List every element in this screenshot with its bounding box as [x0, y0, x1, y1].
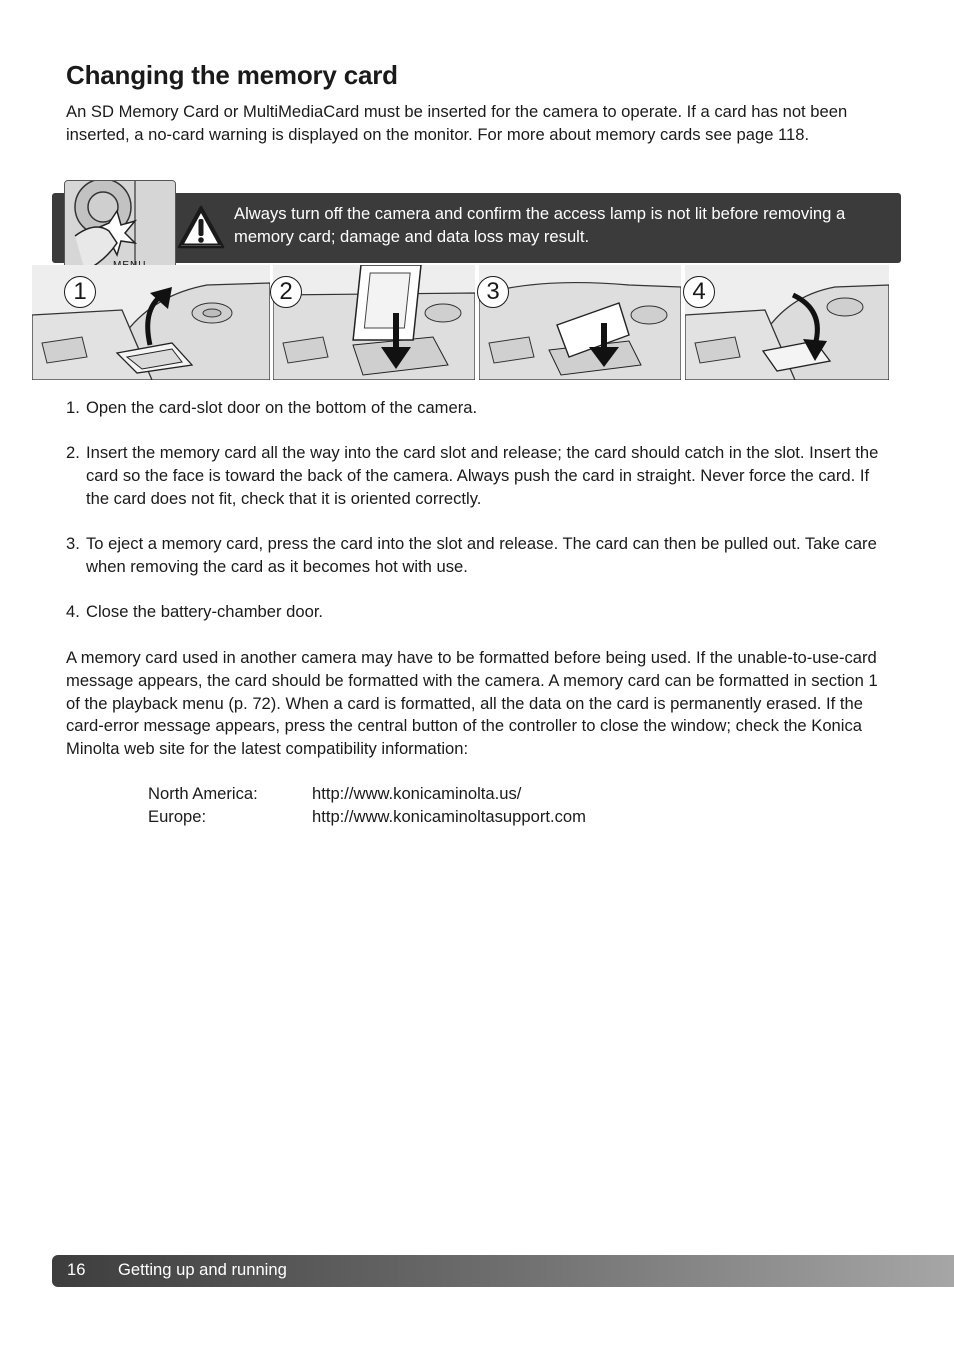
step-illustration-2: [273, 265, 475, 380]
step-item-number: 3.: [66, 534, 80, 553]
step-item-text: Close the battery-chamber door.: [86, 602, 324, 621]
step-number-1: 1: [64, 276, 96, 308]
link-region-label: North America:: [148, 784, 258, 803]
section-name: Getting up and running: [118, 1260, 287, 1279]
warning-text: Always turn off the camera and confirm the access lamp is not lit before removing a memory card; damage and data loss may result.: [234, 204, 846, 246]
page-number: 16: [67, 1260, 86, 1279]
step-item-text: To eject a memory card, press the card into the slot and release. The card can then be pulled out. Take care when removing the card as it becomes hot with use.: [86, 534, 877, 576]
step-item-text: Open the card-slot door on the bottom of the camera.: [86, 398, 478, 417]
link-url[interactable]: http://www.konicaminoltasupport.com: [312, 807, 586, 826]
step-item-1: [66, 397, 886, 420]
step-number-4: 4: [683, 276, 715, 308]
page-title: Changing the memory card: [66, 60, 398, 90]
step-item-number: 1.: [66, 398, 80, 417]
step-illustration-4: [685, 265, 889, 380]
step-item-number: 2.: [66, 443, 80, 462]
intro-paragraph: An SD Memory Card or MultiMediaCard must be inserted for the camera to operate. If a card has not been inserted, a no-card warning is displayed on the monitor. For more about memory cards see page 118.: [66, 102, 848, 144]
step-item-number: 4.: [66, 602, 80, 621]
link-region-label: Europe:: [148, 807, 207, 826]
step-item-2: [66, 442, 886, 510]
step-number-2: 2: [270, 276, 302, 308]
warning-triangle-icon: [177, 205, 225, 249]
step-number-3: 3: [477, 276, 509, 308]
page-footer: [52, 1255, 954, 1287]
step-item-text: Insert the memory card all the way into the card slot and release; the card should catch in the slot. Insert the card so the face is toward the back of the camera. Always push the card in straight. Never force the card. If the card does not fit, check that it is oriented correctly.: [86, 443, 879, 508]
format-note-paragraph: A memory card used in another camera may have to be formatted before being used. If the unable-to-use-card message appears, the card should be formatted with the camera. A memory card can be formatted in section 1 of the playback menu (p. 72). When a card is formatted, all the data on the card is permanently erased. If the card-error message appears, press the central button of the controller to close the window; check the Konica Minolta web site for the latest compatibility information:: [66, 648, 878, 759]
step-illustration-3: [479, 265, 681, 380]
step-item-4: [66, 601, 886, 624]
link-url[interactable]: http://www.konicaminolta.us/: [312, 784, 522, 803]
step-item-3: [66, 533, 886, 579]
